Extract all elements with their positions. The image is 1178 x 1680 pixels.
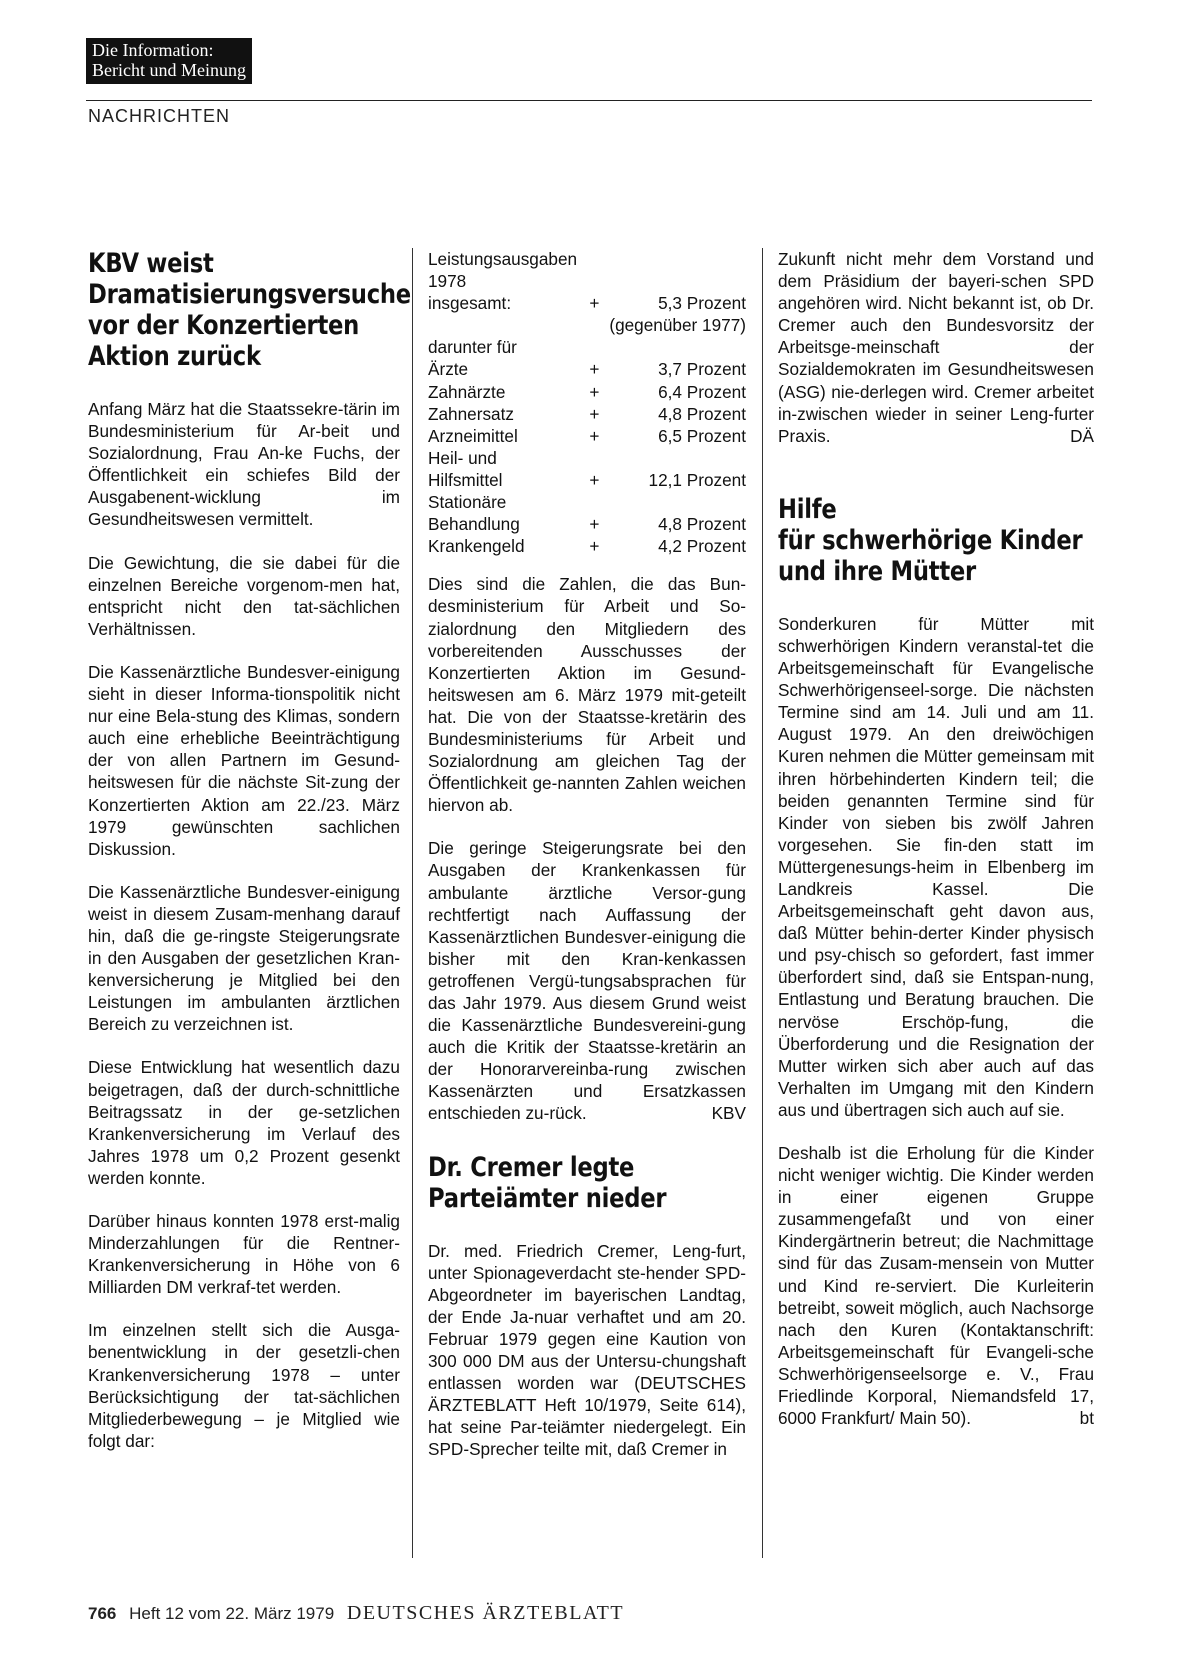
table-cell-sign: + bbox=[589, 536, 600, 557]
article1-paragraph: Im einzelnen stellt sich die Ausga-benentwicklung in der gesetzli-chen Krankenversicherung 1978 – unter Berücksichtigung der tat-sächlichen Mitgliederbewegung – je Mitglied wie folgt dar: bbox=[88, 1320, 400, 1451]
article1-paragraph: Die Kassenärztliche Bundesver-einigung weist in diesem Zusam-menhang darauf hin, daß die ge-ringste Steigerungsrate in den Ausgaben der gesetzlichen Kran-kenversicherung je Mitglied bei den Leistungen im ambulanten ärztlichen Bereich zu verzeichnen ist. bbox=[88, 881, 400, 1035]
table-cell-label: Ärzte bbox=[428, 359, 469, 380]
table-cell-sign: + bbox=[589, 514, 600, 535]
table-cell-label: Arzneimittel bbox=[428, 425, 518, 446]
table-row bbox=[428, 491, 746, 513]
table-cell-sign: + bbox=[589, 293, 600, 314]
table-cell-sign: + bbox=[589, 381, 600, 402]
article2-paragraph-continued bbox=[778, 248, 1094, 447]
table-row bbox=[428, 447, 746, 469]
table-row bbox=[428, 513, 746, 535]
article1-signature: KBV bbox=[711, 1103, 746, 1124]
column-divider-2 bbox=[762, 248, 763, 1558]
table-cell-sign: + bbox=[589, 469, 600, 490]
table-cell-sign: + bbox=[589, 425, 600, 446]
article1-paragraph: Darüber hinaus konnten 1978 erst-malig Minderzahlungen für die Rentner-Krankenversicherung in Höhe von 6 Milliarden DM verkraf-tet werden. bbox=[88, 1211, 400, 1298]
page-number: 766 bbox=[88, 1604, 117, 1623]
table-cell-value bbox=[609, 336, 746, 358]
article3-signature: bt bbox=[1079, 1408, 1094, 1429]
table-row bbox=[428, 248, 746, 292]
table-row bbox=[428, 358, 746, 380]
table-cell-label: Zahnersatz bbox=[428, 403, 514, 424]
article2-paragraph: Dr. med. Friedrich Cremer, Leng-furt, unter Spionageverdacht ste-hender SPD-Abgeordneter im bayerischen Landtag, der Ende Ja-nuar verhaftet und am 20. Februar 1979 gegen eine Kaution von 300 000 DM aus der Untersu-chungshaft entlassen worden war (DEUTSCHES ÄRZTEBLATT Heft 10/1979, Seite 614), hat seine Par-teiämter niedergelegt. Ein SPD-Sprecher teilte mit, daß Cremer in bbox=[428, 1240, 746, 1460]
page-footer bbox=[88, 1602, 624, 1625]
table-cell-value: 6,5 Prozent bbox=[658, 425, 746, 446]
table-row bbox=[428, 381, 746, 403]
table-cell-sign bbox=[579, 491, 609, 513]
article1-paragraph bbox=[428, 837, 746, 1124]
expenditure-table bbox=[428, 248, 746, 557]
table-row bbox=[428, 425, 746, 447]
column-divider-1 bbox=[412, 248, 413, 1558]
table-cell-label: darunter für bbox=[428, 337, 517, 358]
table-cell-value: 5,3 Prozent bbox=[658, 293, 746, 314]
article1-paragraph: Dies sind die Zahlen, die das Bun-desministerium für Arbeit und So-zialordnung den Mitgliedern des vorbereitenden Ausschusses der Konzertierten Aktion im Gesund-heitswesen am 6. März 1979 mit-geteilt hat. Die von der Staatsse-kretärin des Bundesministeriums für Arbeit und Sozialordnung am gleichen Tag der Öffentlichkeit ge-nannten Zahlen weichen hiervon ab. bbox=[428, 574, 746, 816]
table-cell-sign bbox=[579, 248, 609, 292]
rubric-box bbox=[86, 38, 252, 84]
table-row bbox=[428, 292, 746, 314]
article1-paragraph: Die Kassenärztliche Bundesver-einigung sieht in dieser Informa-tionspolitik nicht nur eine Bela-stung des Klimas, sondern auch eine erhebliche Beeinträchtigung der von allen Partnern im Gesund-heitswesen für die nächste Sit-zung der Konzertierten Aktion am 22./23. März 1979 gewünschten sachlichen Diskussion. bbox=[88, 661, 400, 859]
table-cell-label: Stationäre bbox=[428, 492, 507, 513]
article1-headline: KBV weist Dramatisierungsversuche vor der Konzertierten Aktion zurück bbox=[88, 248, 411, 372]
issue-info: Heft 12 vom 22. März 1979 bbox=[129, 1604, 335, 1623]
table-cell-label: Krankengeld bbox=[428, 536, 525, 557]
column-1 bbox=[88, 248, 411, 1473]
article1-paragraph-text: Die geringe Steigerungsrate bei den Ausgaben der Krankenkassen für ambulante ärztliche Versor-gung rechtfertigt nach Auffassung der Kassenärztlichen Bundesver-einigung die bisher mit den Kran-kenkassen getroffenen Vergü-tungsabsprachen für das Jahr 1979. Aus diesem Grund weist die Kassenärztliche Bundesvereini-gung auch die Kritik der Staatsse-kretärin an der Honorarvereinba-rung zwischen Kassenärzten und Ersatzkassen entschieden zu-rück. bbox=[428, 838, 746, 1124]
header-rule bbox=[86, 100, 1092, 101]
table-cell-label: Leistungsausgaben 1978 bbox=[428, 249, 578, 292]
table-cell-sign bbox=[579, 447, 609, 469]
table-cell-value bbox=[609, 491, 746, 513]
table-cell-value: 6,4 Prozent bbox=[658, 381, 746, 402]
article1-paragraph: Diese Entwicklung hat wesentlich dazu beigetragen, daß der durch-schnittliche Beitragssatz in der ge-setzlichen Krankenversicherung im Verlauf des Jahres 1978 um 0,2 Prozent gesenkt werden konnte. bbox=[88, 1057, 400, 1188]
table-cell-sign bbox=[579, 336, 609, 358]
section-title: NACHRICHTEN bbox=[88, 106, 231, 126]
article3-paragraph-text: Deshalb ist die Erholung für die Kinder nicht weniger wichtig. Die Kinder werden in einer eigenen Gruppe zusammengefaßt und von einer Kindergärtnerin betreut; die Nachmittage sind für das Zusam-mensein von Mutter und Kind re-serviert. Die Kurleiterin betreibt, soweit möglich, auch Nachsorge nach den Kuren (Kontaktanschrift: Arbeitsgemeinschaft für Evangeli-sche Schwerhörigenseelsorge e. V., Frau Friedlinde Korporal, Niemandsfeld 17, 6000 Frankfurt/ Main 50). bbox=[778, 1143, 1094, 1429]
article2-headline: Dr. Cremer legte Parteiämter nieder bbox=[428, 1151, 667, 1214]
table-row bbox=[428, 403, 746, 425]
table-cell-value: 12,1 Prozent bbox=[648, 469, 746, 490]
table-row bbox=[428, 469, 746, 491]
table-cell-sign: + bbox=[589, 359, 600, 380]
table-cell-label: Heil- und bbox=[428, 447, 497, 468]
table-cell-label: insgesamt: bbox=[428, 293, 512, 314]
table-row bbox=[428, 535, 746, 557]
rubric-line-1: Die Information: bbox=[92, 40, 214, 60]
article1-paragraph: Anfang März hat die Staatssekre-tärin im Bundesministerium für Ar-beit und Sozialordnung, Frau An-ke Fuchs, der Öffentlichkeit ein schiefes Bild der Ausgabenent-wicklung im Gesundheitswesen vermittelt. bbox=[88, 399, 400, 530]
table-cell-label: Zahnärzte bbox=[428, 381, 506, 402]
table-cell-sign: + bbox=[589, 403, 600, 424]
article3-headline: Hilfe für schwerhörige Kinder und ihre Mütter bbox=[778, 493, 1083, 587]
table-cell-value: (gegenüber 1977) bbox=[609, 315, 746, 336]
table-cell-label: Hilfsmittel bbox=[428, 469, 503, 490]
table-cell-value bbox=[609, 248, 746, 292]
table-cell-value: 4,2 Prozent bbox=[658, 536, 746, 557]
article2-signature: DÄ bbox=[1070, 425, 1094, 446]
table-cell-value: 4,8 Prozent bbox=[658, 514, 746, 535]
article3-paragraph bbox=[778, 1142, 1094, 1429]
article3-paragraph: Sonderkuren für Mütter mit schwerhörigen Kindern veranstal-tet die Arbeitsgemeinschaft für Evangelische Schwerhörigenseel-sorge. Die nächsten Termine sind am 14. Juli und am 11. August 1979. An den dreiwöchigen Kuren nehmen die Mütter gemeinsam mit ihren hörbehinderten Kindern teil; die beiden genannten Termine sind für Kinder von sieben bis zwölf Jahren vorgesehen. Sie fin-den statt im Müttergenesungs-heim in Elbenberg im Landkreis Kassel. Die Arbeitsgemeinschaft geht davon aus, daß Mütter behin-derter Kinder physisch und psy-chisch so gefordert, fast immer überfordert sind, daß sie Entspan-nung, Entlastung und Beratung brauchen. Die nervöse Erschöp-fung, die Überforderung und die Resignation der Mutter wirken sich aber auch auf das Verhalten im Umgang mit den Kindern aus und übertragen sich auch auf sie. bbox=[778, 613, 1094, 1120]
article1-paragraph: Die Gewichtung, die sie dabei für die einzelnen Bereiche vorgenom-men hat, entspricht nicht den tat-sächlichen Verhältnissen. bbox=[88, 552, 400, 639]
table-cell-value bbox=[609, 447, 746, 469]
table-cell-label bbox=[428, 314, 579, 336]
table-cell-label: Behandlung bbox=[428, 514, 520, 535]
table-cell-sign bbox=[579, 314, 609, 336]
table-cell-value: 3,7 Prozent bbox=[658, 359, 746, 380]
magazine-title: DEUTSCHES ÄRZTEBLATT bbox=[346, 1602, 625, 1624]
table-row bbox=[428, 336, 746, 358]
table-cell-value: 4,8 Prozent bbox=[658, 403, 746, 424]
article2-paragraph-text: Zukunft nicht mehr dem Vorstand und dem Präsidium der bayeri-schen SPD angehören wird. Nicht bekannt ist, ob Dr. Cremer auch den Bundesvorsitz der Arbeitsge-meinschaft der Sozialdemokraten im Gesundheitswesen (ASG) nie-derlegen wird. Cremer arbeitet in-zwischen wieder in seiner Leng-furter Praxis. bbox=[778, 249, 1094, 446]
rubric-line-2: Bericht und Meinung bbox=[92, 60, 246, 80]
column-3 bbox=[778, 248, 1094, 1450]
column-2 bbox=[428, 248, 746, 1482]
table-row bbox=[428, 314, 746, 336]
